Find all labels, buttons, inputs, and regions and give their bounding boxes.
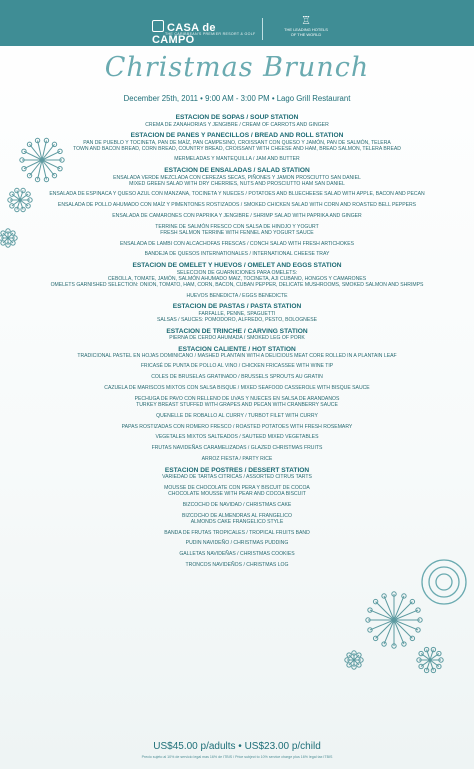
menu-line: TOWN AND BACON BREAD, CORN BREAD, COUNTRY BREAD, CROISSANT WITH CHEESE AND HAM, BREAD SALMON, TELERA BREAD [73,145,401,152]
section-heading: ESTACION DE ENSALADAS / SALAD STATION [164,166,310,174]
menu-line: CHOCOLATE MOUSSE WITH PEAR AND COCOA BISCUIT [168,491,306,498]
menu-item [0,485,474,497]
menu-item [0,385,474,391]
menu-item [0,424,474,430]
leading-hotels-logo: ♖ THE LEADING HOTELS OF THE WORLD [266,16,346,37]
menu-line: SELECCION DE GUARNICIONES PARA OMELETS: [176,269,298,276]
menu-line: PAPAS ROSTIZADAS CON ROMERO FRESCO / ROASTED POTATOES WITH FRESH ROSEMARY [121,423,353,430]
tax-footnote: Precio sujeto al 10% de servicio legal mas 16% de ITBIS / Price subject to 10% service charge plus 16% legal tax ITBIS [141,755,333,759]
menu-line: QUENELLE DE ROBALLO AL CURRY / TURBOT FILET WITH CURRY [156,412,318,419]
menu-line: PIERNA DE CERDO AHUMADA / SMOKED LEG OF PORK [169,335,305,342]
menu-line: FRESH SALMON TERRINE WITH FENNEL AND YOGURT SAUCE [160,229,314,236]
menu-line: MERMELADAS Y MANTEQUILLA / JAM AND BUTTER [174,156,300,163]
menu-item [0,502,474,508]
menu-item [0,513,474,525]
section-heading: ESTACION DE SOPAS / SOUP STATION [175,114,299,121]
menu-line: ARROZ FIESTA / PARTY RICE [201,456,273,463]
section-heading: ESTACION CALIENTE / HOT STATION [178,345,296,353]
menu-section [0,167,474,187]
menu-item [0,445,474,451]
section-heading: ESTACION DE POSTRES / DESSERT STATION [164,466,310,474]
resort-logo-icon [152,20,164,32]
menu-line: PECHUGA DE PAVO CON RELLENO DE UVAS Y NUECES EN SALSA DE ARANDANOS [134,395,340,402]
page-title: Christmas Brunch [104,52,370,83]
menu-line: OMELETS GARNISHED SELECTION: ONION, TOMATO, HAM, CORN, BACON, CUBAN PEPPER, DELICATE MUSHROOMS, SMOKED SALMON AND SHRIMPS [50,282,424,289]
menu-line: ENSALADA VERDE MEZCLADA CON CEREZAS SECAS, PIÑONES Y JAMON PROSCIUTTO SAN DANIEL [113,174,361,181]
menu-item [0,224,474,236]
menu-line: ENSALADA DE LAMBI CON ALCACHOFAS FRESCAS / CONCH SALAD WITH FRESH ARTICHOKES [120,240,354,247]
menu-item [0,251,474,257]
menu-line: BIZCOCHO DE ALMENDRAS AL FRANGELICO [182,512,292,519]
menu-line: FRUTAS NAVIDEÑAS CARAMELIZADAS / GLAZED CHRISTMAS FRUITS [151,445,323,452]
menu-line: PUDIN NAVIDEÑO / CHRISTMAS PUDDING [185,540,289,547]
menu-line: SALSAS / SAUCES: POMODORO, ALFREDO, PESTO, BOLOGNESE [156,317,318,324]
menu-section [0,467,474,481]
menu-list [0,114,474,573]
menu-section [0,262,474,288]
menu-item [0,156,474,162]
menu-section [0,346,474,360]
menu-line: HUEVOS BENEDICTA / EGGS BENEDICTE [186,292,288,299]
menu-line: ENSALADA DE CAMARONES CON PAPRIKA Y JENGIBRE / SHRIMP SALAD WITH PAPRIKA AND GINGER [112,212,362,219]
menu-item [0,530,474,536]
menu-line: CREMA DE ZANAHORIAS Y JENGIBRE / CREAM OF CARROTS AND GINGER [145,121,329,128]
menu-item [0,363,474,369]
menu-line: GALLETAS NAVIDEÑAS / CHRISTMAS COOKIES [179,551,295,558]
menu-item [0,456,474,462]
menu-line: BANDA DE FRUTAS TROPICALES / TROPICAL FRUITS BAND [164,529,310,536]
menu-item [0,551,474,557]
menu-section [0,328,474,342]
menu-line: TURKEY BREAST STUFFED WITH GRAPES AND PECAN WITH CRANBERRY SAUCE [136,402,338,409]
menu-line: CEBOLLA, TOMATE, JAMÓN, SALMÓN AHUMADO MAIZ, TOCINETA, AJI CUBANO, HONGOS Y CAMARONES [107,275,367,282]
menu-line: TERRINE DE SALMÓN FRESCO CON SALSA DE HINOJO Y YOGURT [155,223,319,230]
menu-line: PAN DE PUEBLO Y TOCINETA, PAN DE MAÍZ, PAN CAMPESINO, CROISSANT CON QUESO Y JAMÓN, PAN DE SALMÓN, TELERA [83,139,391,146]
logo-divider [262,18,263,40]
menu-item [0,434,474,440]
menu-item [0,374,474,380]
menu-item [0,191,474,197]
menu-item [0,540,474,546]
event-date-line: December 25th, 2011 • 9:00 AM - 3:00 PM • Lago Grill Restaurant [123,94,351,103]
menu-item [0,413,474,419]
menu-line: ENSALADA DE ESPINACA Y QUESO AZUL CON MANZANA, TOCINETA Y NUECES / POTATOES AND BLUECHEESE SALAD WITH APPLE, BACON AND PECAN [49,191,425,198]
menu-section [0,114,474,128]
section-heading: ESTACION DE TRINCHE / CARVING STATION [166,327,308,335]
menu-item [0,562,474,568]
menu-line: ALMONDS CAKE FRANGELICO STYLE [190,518,284,525]
header-bar [0,0,474,46]
section-heading: ESTACION DE PANES Y PANECILLOS / BREAD AND ROLL STATION [130,131,344,139]
section-heading: ESTACION DE PASTAS / PASTA STATION [172,303,302,311]
menu-line: TRADICIONAL PASTEL EN HOJAS DOMINICANO / MASHED PLANTAIN WITH A DELICIOUS MEAT CORE ROLLED IN A PLANTAIN LEAF [77,353,397,360]
menu-item [0,293,474,299]
menu-section [0,132,474,152]
menu-line: VARIEDAD DE TARTAS CITRICAS / ASSORTED CITRUS TARTS [162,474,312,481]
menu-item [0,202,474,208]
menu-line: BANDEJA DE QUESOS INTERNATIONALES / INTERNATIONAL CHEESE TRAY [144,251,330,258]
casa-de-campo-logo: CASA de CAMPO THE CARIBBEAN'S PREMIER RESORT & GOLF [152,22,256,46]
menu-line: FRICASÉ DE PUNTA DE POLLO AL VINO / CHICKEN FRICASSEE WITH WINE TIP [140,363,334,370]
menu-line: MOUSSE DE CHOCOLATE CON PERA Y BISCUIT DE COCOA [164,484,310,491]
menu-item [0,241,474,247]
menu-line: BIZCOCHO DE NAVIDAD / CHRISTMAS CAKE [182,501,292,508]
menu-line: COLES DE BRUSELAS GRATINADO / BRUSSELS SPROUTS AU GRATIN [151,374,323,381]
menu-line: MIXED GREEN SALAD WITH DRY CHERRIES, NUTS AND PROSCIUTTO HAM SAN DANIEL [129,180,345,187]
menu-line: TRONCOS NAVIDEÑOS / CHRISTMAS LOG [185,562,289,569]
menu-line: ENSALADA DE POLLO AHUMADO CON MAÍZ Y PIMENTONES ROSTIZADOS / SMOKED CHICKEN SALAD WITH CORN AND ROASTED BELL PEPPERS [57,201,417,208]
menu-line: FARFALLE, PENNE, SPAGUETTI [198,310,276,317]
menu-section [0,303,474,323]
menu-line: CAZUELA DE MARISCOS MIXTOS CON SALSA BISQUE / MIXED SEAFOOD CASSEROLE WITH BISQUE SAUCE [104,385,370,392]
leading-hotels-icon: ♖ [301,15,311,27]
menu-item [0,396,474,408]
menu-item [0,213,474,219]
menu-line: VEGETALES MIXTOS SALTEADOS / SAUTEED MIXED VEGETABLES [155,434,319,441]
section-heading: ESTACION DE OMELET Y HUEVOS / OMELET AND EGGS STATION [132,262,342,270]
price-line: US$45.00 p/adults • US$23.00 p/child [153,741,321,752]
